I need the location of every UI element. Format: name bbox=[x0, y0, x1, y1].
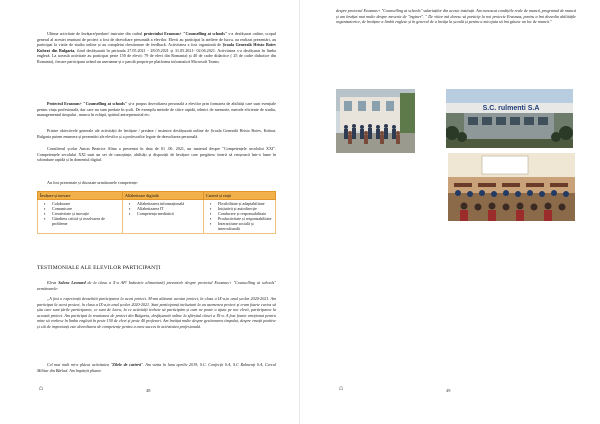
paragraph-1: Ultima activitate de învățare/predare/ instruire din cadrul proiectului Erasmus+ "Counselling at schools" s-a desfășurat online, scopul general al acestei reuniuni de proiect a fost de dezvoltare personală a elevilor. Elevii au participat la atelierе de lucru, au realizat prezentări, au participat la vizite de studiu online și au completat chestionare de feedback. Activitatea a fost organizată de Școala Generală Hristo Botev Kubrat din Bulgaria, fiind desfășurată în perioada 27.05.2021 - 28.05.2021 și 31.05.2021- 02.06.2021. Activitatea s-a desfășurat în limba engleză. La această activitate au participat peste 150 de elevii: 79 de elevi din Romania) și 40 de cadre didactice ( 25 de cadre didactice din Romania), fiecare participant având un username și o parolă proprie pe platforma informatică Microsoft Teams. bbox=[37, 31, 276, 64]
list-item: ▪ Comunicare bbox=[52, 206, 120, 211]
table-row bbox=[38, 200, 276, 234]
list-item: ▪ Competența mediatică bbox=[137, 211, 201, 216]
home-icon[interactable]: ⌂ bbox=[338, 384, 344, 392]
career-days-paragraph: Cel mai mult mi-a plăcut activitatea "Zilele de carieră". Am vizita în luna aprilie 2019, S.C. Confecții S.A, S.C Rulmenți S.A, Cercul Militar din Bârlad. Am împărțit pliante bbox=[37, 362, 276, 373]
testimonial-intro: Eleva Salcea Leonard de la clasa a X-a AP/ Industrie alimentară) prezentele despre proiectul Erasmus+ "Counselling at schools" următoarele: bbox=[37, 280, 276, 291]
table-header: Carieră și viață bbox=[204, 192, 276, 200]
page-number: 48 bbox=[146, 388, 151, 393]
testimonial-heading: TESTIMONIALE ALE ELEVILOR PARTICIPANȚI bbox=[37, 265, 161, 271]
conference-room-photo bbox=[448, 153, 575, 221]
list-item: ▪ Productivitate și responsabilitate bbox=[218, 216, 273, 221]
list-item: ▪ Alfabetizarea IT bbox=[137, 206, 201, 211]
list-item: ▪ Conducere și responsabilitate bbox=[218, 211, 273, 216]
list-item: ▪ Inițiativă și autodirecție bbox=[218, 206, 273, 211]
competences-table bbox=[37, 191, 276, 234]
page-number: 49 bbox=[446, 388, 451, 393]
group-photo-building bbox=[336, 89, 415, 153]
list-item: ▪ Colaborare bbox=[52, 201, 120, 206]
rulmenti-building-photo bbox=[446, 89, 573, 148]
list-item: ▪ Flexibilitate și adaptabilitate bbox=[218, 201, 273, 206]
home-icon[interactable]: ⌂ bbox=[38, 384, 44, 392]
list-item: ▪ Alfabetizarea informațională bbox=[137, 201, 201, 206]
testimonial-body: „A fost o experiență deosebită participarea la acest proiect. M-am alăturat acestui proiect, în clasa a IX-a,in anul școlar 2020-2021. Am participat la acest proiect, în clasa a IX-a,in anul școlar 2020-2021. Sunt participanți incluziuni la un asemenea proiect și eram foarte curios să știu care sunt țările participante, ce sunt de lucru, la ce activități trebuie să participăm și cum ne poate a ajuta pe noi elevii, participarea la această proiect. Am participat la reuniunea de proiect din Bulgaria, desfășurată online la sfârșitul clasei a IX-a. A fost foarte emoționat pentru mine să vorbesc în limba engleză în peste 150 de elevi și peste 40 profesori. Am învățat multe despre gestionarea timpului, despre emoții pozitive și cât de importanți este dezvoltarea de competențe pentru a avea succes în activitatea profesională. bbox=[37, 296, 276, 329]
list-item: ▪ Creativitate și inovație bbox=[52, 211, 120, 216]
testimonial-continuation: despre proiectul Erasmus+ "Counselling at schools" salariaților din aceste instituții. Am cunoscut condițiile reale de muncă, programul de muncă și am învățat mai multe despre meseria de "inginer". " De viitor mă doresc să particip la noi proiecte Erasmus, pentru a îmi dezvolta abilitățile organizatorice, de învățare a limbii engleze și în general de a învăța la școală și pentru a mă ajuta să îmi găsesc un loc de muncă." bbox=[336, 8, 576, 24]
paragraph-3: Printre obiectivele generale ale activității de învățare / predare / instruire desfășurată online de Școala Generală Hristo Botev, Kubrat, Bulgaria putem enumera și prezentări ale elevilor și a profesorilor legate de dezvoltarea personală. bbox=[37, 128, 276, 139]
table-cell bbox=[123, 200, 204, 234]
list-item: ▪ Interacțiune socială și interculturală bbox=[218, 221, 273, 231]
paragraph-5: Au fost prezentate și discutate următoarele competențe: bbox=[47, 180, 138, 185]
list-item: ▪ Gândirea critică și rezolvarea de probleme bbox=[52, 216, 120, 226]
table-header: Alfabetizare digitală bbox=[123, 192, 204, 200]
table-cell bbox=[38, 200, 123, 234]
paragraph-2: Proiectul Erasmus+ "Counselling at schools" și-a propus dezvoltarea personală a elevilor prin formarea de abilități care sunt esențiale pentru viața profesională, dar care nu sunt predate în școli. De exemplu metode de citire rapidă, tehnici de memorie, metode eficiente de studiu, managementul timpului , munca în echipă, spiritul antreprenorial etc. bbox=[37, 101, 276, 117]
paragraph-4: Consilierul școlar Anton Beatrice Alina a prezentat în data de 01 .06. 2021, un material despre "Competențele secolului XXI". Competențele secolului XXI sunt un set de cunoștințe, abilități și dispoziții de învățare care pregătesc tinerii să reușească într-o lume în schimbare rapidă și în domeniul digital. bbox=[37, 146, 276, 162]
table-header-row bbox=[38, 192, 276, 200]
table-cell bbox=[204, 200, 276, 234]
right-page bbox=[300, 0, 600, 424]
building-sign: S.C. rulmenti S.A bbox=[482, 105, 540, 112]
table-header: Învățare și inovare bbox=[38, 192, 123, 200]
